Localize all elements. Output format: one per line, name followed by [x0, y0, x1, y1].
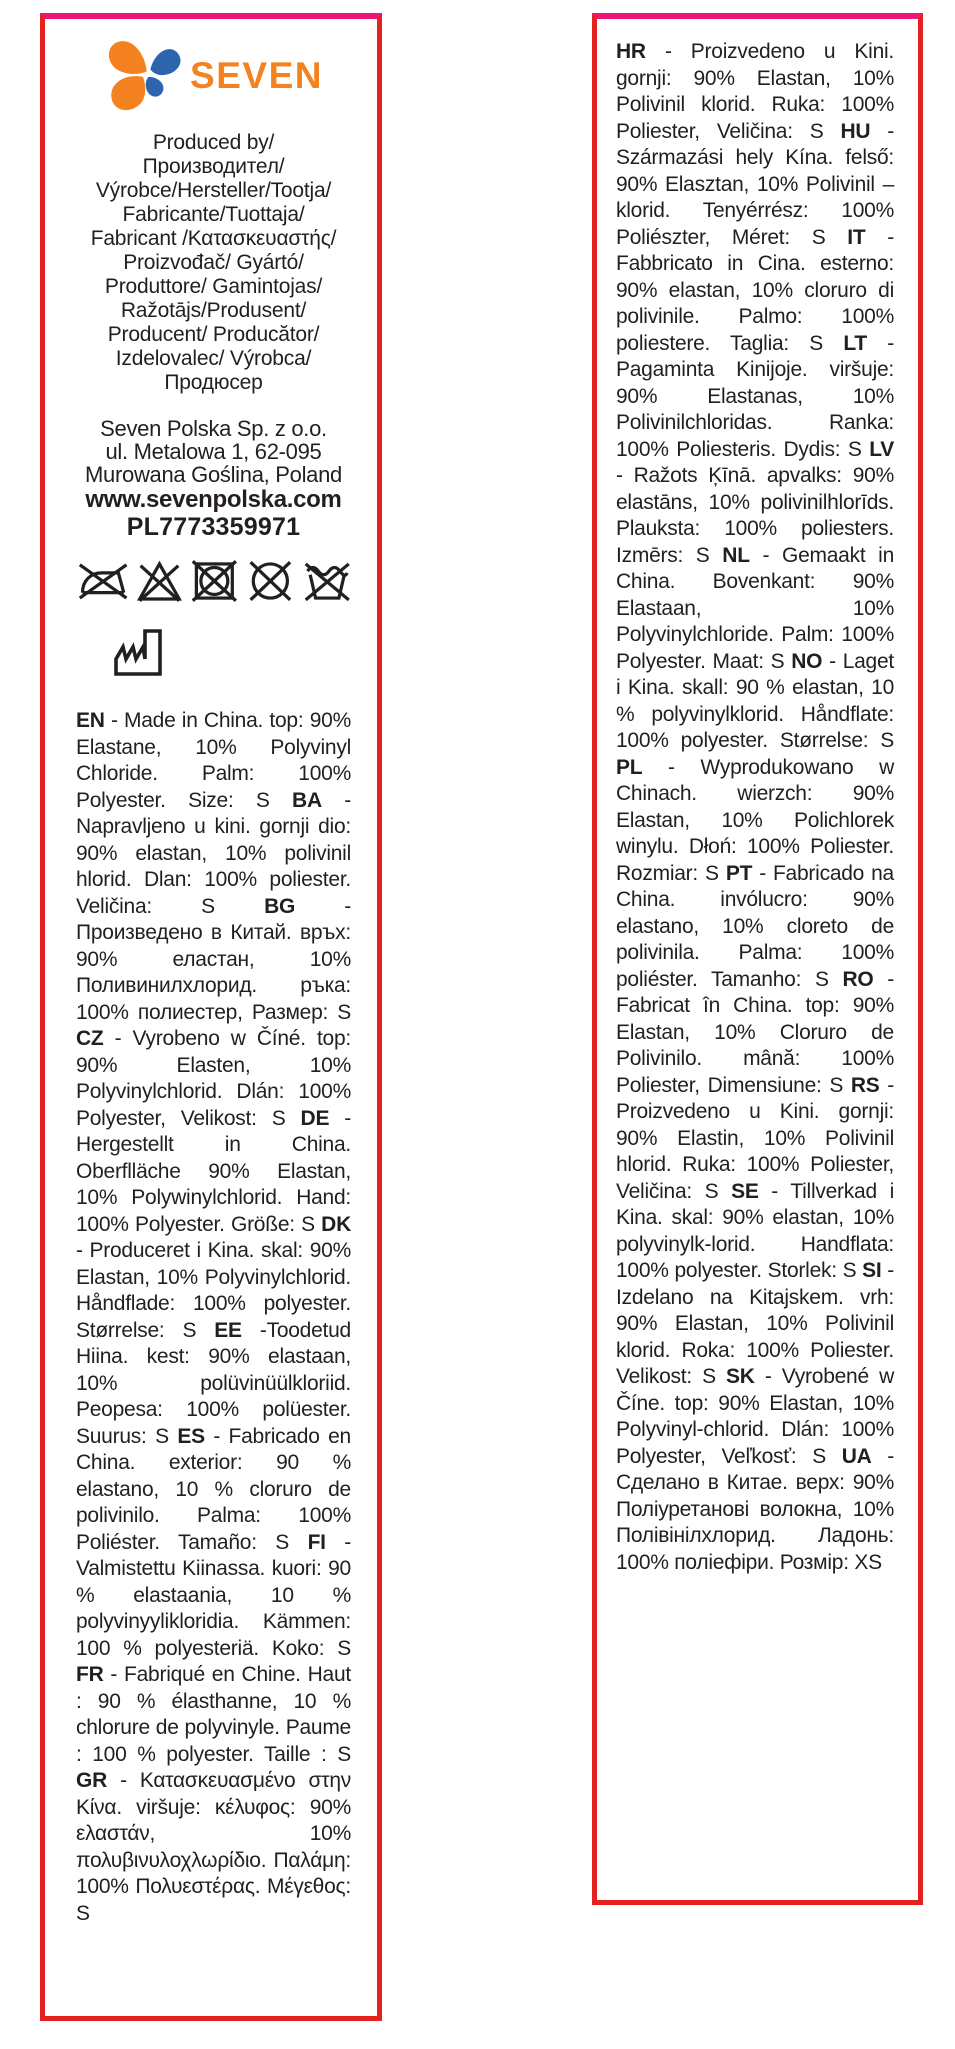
website-text: www.sevenpolska.com [85, 486, 342, 513]
do-not-wash-icon [303, 558, 351, 604]
label-left-panel [40, 13, 382, 2021]
care-symbols-row [78, 557, 351, 605]
brand-name: SEVEN [190, 55, 323, 96]
manufacturer-address: Seven Polska Sp. z o.o. ul. Metalowa 1, 62-095 Murowana Goślina, Poland [85, 416, 342, 487]
vat-number: PL7773359971 [126, 513, 301, 541]
brand-logo [76, 31, 351, 121]
label-right-panel [592, 13, 923, 1905]
do-not-tumble-dry-icon [191, 557, 238, 605]
do-not-dry-clean-icon [247, 557, 294, 605]
butterfly-icon [104, 34, 182, 118]
factory-icon [108, 619, 168, 677]
do-not-bleach-icon [137, 557, 182, 605]
composition-text-right: HR - Proizvedeno u Kini. gornji: 90% Elastan, 10% Polivinil klorid. Ruka: 100% Poliester, Veličina: S HU - Származási hely Kína. felső: 90% Elasztan, 10% Polivinil – klorid. Tenyérrész: 100% Poliészter, Méret: S IT - Fabbricato in Cina. esterno: 90% elastan, 10% cloruro di polivinile. Palmo: 100% poliestere. Taglia: S LT - Pagaminta Kinijoje. viršuje: 90% Elastanas, 10% Polivinilchloridas. Ranka: 100% Poliesteris. Dydis: S LV - Ražots Ķīnā. apvalks: 90% elastāns, 10% polivinilhlorīds. Plauksta: 100% poliesters. Izmērs: S NL - Gemaakt in China. Bovenkant: 90% Elastaan, 10% Polyvinylchloride. Palm: 100% Polyester. Maat: S NO - Laget i Kina. skall: 90 % elastan, 10 % polyvinylklorid. Håndflate: 100% polyester. Størrelse: S PL - Wyprodukowano w Chinach. wierzch: 90% Elastan, 10% Polichlorek winylu. Dłoń: 100% Poliester. Rozmiar: S PT - Fabricado na China. invólucro: 90% elastano, 10% cloreto de polivinila. Palma: 100% poliéster. Tamanho: S RO - Fabricat în China. top: 90% Elastan, 10% Cloruro de Polivinilo. mână: 100% Poliester, Dimensiune: S RS - Proizvedeno u Kini. gornji: 90% Elastin, 10% Polivinil hlorid. Ruka: 100% Poliester, Veličina: S SE - Tillverkad i Kina. skal: 90% elastan, 10% polyvinylk-lorid. Handflata: 100% polyester. Storlek: S SI - Izdelano na Kitajskem. vrh: 90% Elastan, 10% Polivinil klorid. Roka: 100% Poliester. Velikost: S SK - Vyrobené w Číne. top: 90% Elastan, 10% Polyvinyl-chlorid. Dlán: 100% Polyester, Veľkosť: S UA - Сделано в Китае. верх: 90% Поліуретанові волокна, 10% Полівінілхлорид. Ладонь: 100% поліефіри. Розмір: XS [616, 40, 895, 1574]
composition-text-left: EN - Made in China. top: 90% Elastane, 10% Polyvinyl Chloride. Palm: 100% Polyester. Size: S BA - Napravljeno u kini. gornji dio: 90% elastan, 10% polivinil hlorid. Dlan: 100% poliester. Veličina: S BG - Произведено в Китай. връх: 90% еластан, 10% Поливинилхлорид. ръка: 100% полиестер, Размер: S CZ - Vyrobeno w Číné. top: 90% Elasten, 10% Polyvinylchlorid. Dlán: 100% Polyester, Velikost: S DE - Hergestellt in China. Oberflläche 90% Elastan, 10% Polywinylchlorid. Hand: 100% Polyester. Größe: S DK - Produceret i Kina. skal: 90% Elastan, 10% Polyvinylchlorid. Håndflade: 100% polyester. Størrelse: S EE -Toodetud Hiina. kest: 90% elastaan, 10% polüvinüülkloriid. Peopesa: 100% polüester. Suurus: S ES - Fabricado en China. exterior: 90 % elastano, 10 % cloruro de polivinilo. Palma: 100% Poliéster. Tamaño: S FI - Valmistettu Kiinassa. kuori: 90 % elastaania, 10 % polyvinyylikloridia. Kämmen: 100 % polyesteriä. Koko: S FR - Fabriqué en Chine. Haut : 90 % élasthanne, 10 % chlorure de polyvinyle. Paume : 100 % polyester. Taille : S GR - Κατασκευασμένο στην Κίνα. viršuje: κέλυφος: 90% ελαστάν, 10% πολυβινυλοχλωρίδιο. Παλάμη: 100% Πολυεστέρας. Μέγεθος: S [76, 709, 351, 1925]
produced-by-text: Produced by/ Производител/ Výrobce/Hersteller/Tootja/ Fabricante/Tuottaja/ Fabricant /Κατασκευαστής/ Proizvođač/ Gyártó/ Produttore/ Gamintojas/ Ražotājs/Produsent/ Producent/ Producător/ Izdelovalec/ Výrobca/ Продюсер [90, 131, 337, 394]
do-not-iron-icon [78, 558, 128, 604]
